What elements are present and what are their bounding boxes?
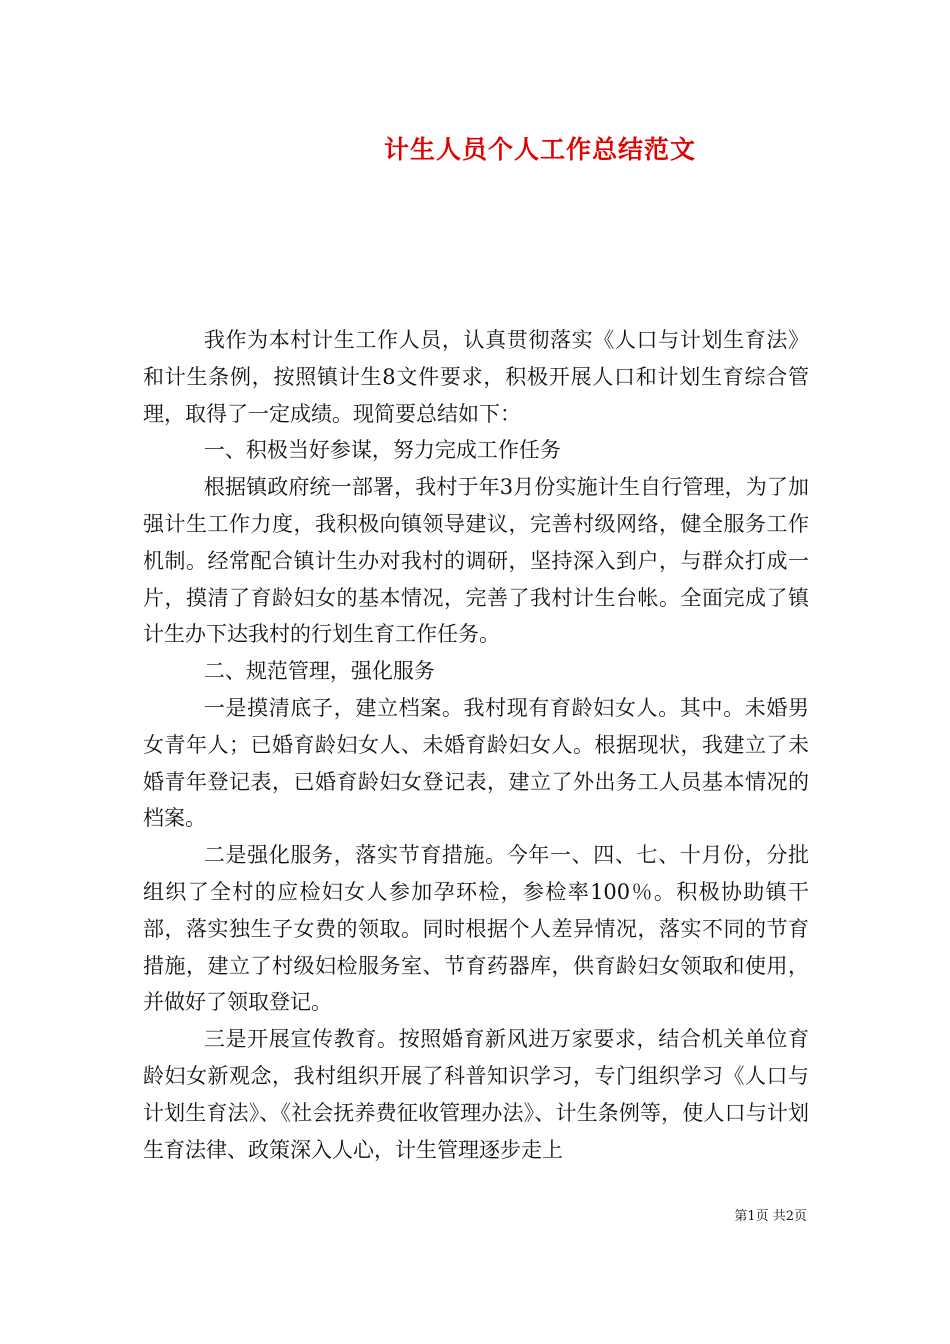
document-body xyxy=(143,322,809,1168)
paragraph-item-3: 三是开展宣传教育。按照婚育新风进万家要求，结合机关单位育龄妇女新观念，我村组织开展了科普知识学习，专门组织学习《人口与计划生育法》、《社会抚养费征收管理办法》、计生条例等，使人口与计划生育法律、政策深入人心，计生管理逐步走上 xyxy=(143,1027,809,1162)
section-heading-2: 二、规范管理，强化服务 xyxy=(203,659,435,684)
paragraph-item-2: 二是强化服务，落实节育措施。今年一、四、七、十月份，分批组织了全村的应检妇女人参加孕环检，参检率100％。积极协助镇干部，落实独生子女费的领取。同时根据个人差异情况，落实不同的节育措施，建立了村级妇检服务室、节育药器库，供育龄妇女领取和使用，并做好了领取登记。 xyxy=(143,843,809,1015)
paragraph-section-1: 根据镇政府统一部署，我村于年3月份实施计生自行管理，为了加强计生工作力度，我积极向镇领导建议，完善村级网络，健全服务工作机制。经常配合镇计生办对我村的调研，坚持深入到户，与群众打成一片，摸清了育龄妇女的基本情况，完善了我村计生台帐。全面完成了镇计生办下达我村的行划生育工作任务。 xyxy=(143,475,809,647)
paragraph-intro: 我作为本村计生工作人员，认真贯彻落实《人口与计划生育法》和计生条例，按照镇计生8文件要求，积极开展人口和计划生育综合管理，取得了一定成绩。现简要总结如下： xyxy=(143,328,809,426)
paragraph-item-1: 一是摸清底子，建立档案。我村现有育龄妇女人。其中。未婚男女青年人；已婚育龄妇女人、未婚育龄妇女人。根据现状，我建立了未婚青年登记表，已婚育龄妇女登记表，建立了外出务工人员基本情况的档案。 xyxy=(143,695,809,831)
document-title: 计生人员个人工作总结范文 xyxy=(383,135,696,164)
page-number-footer: 第1页 共2页 xyxy=(734,1209,807,1224)
section-heading-1: 一、积极当好参谋，努力完成工作任务 xyxy=(203,438,561,463)
